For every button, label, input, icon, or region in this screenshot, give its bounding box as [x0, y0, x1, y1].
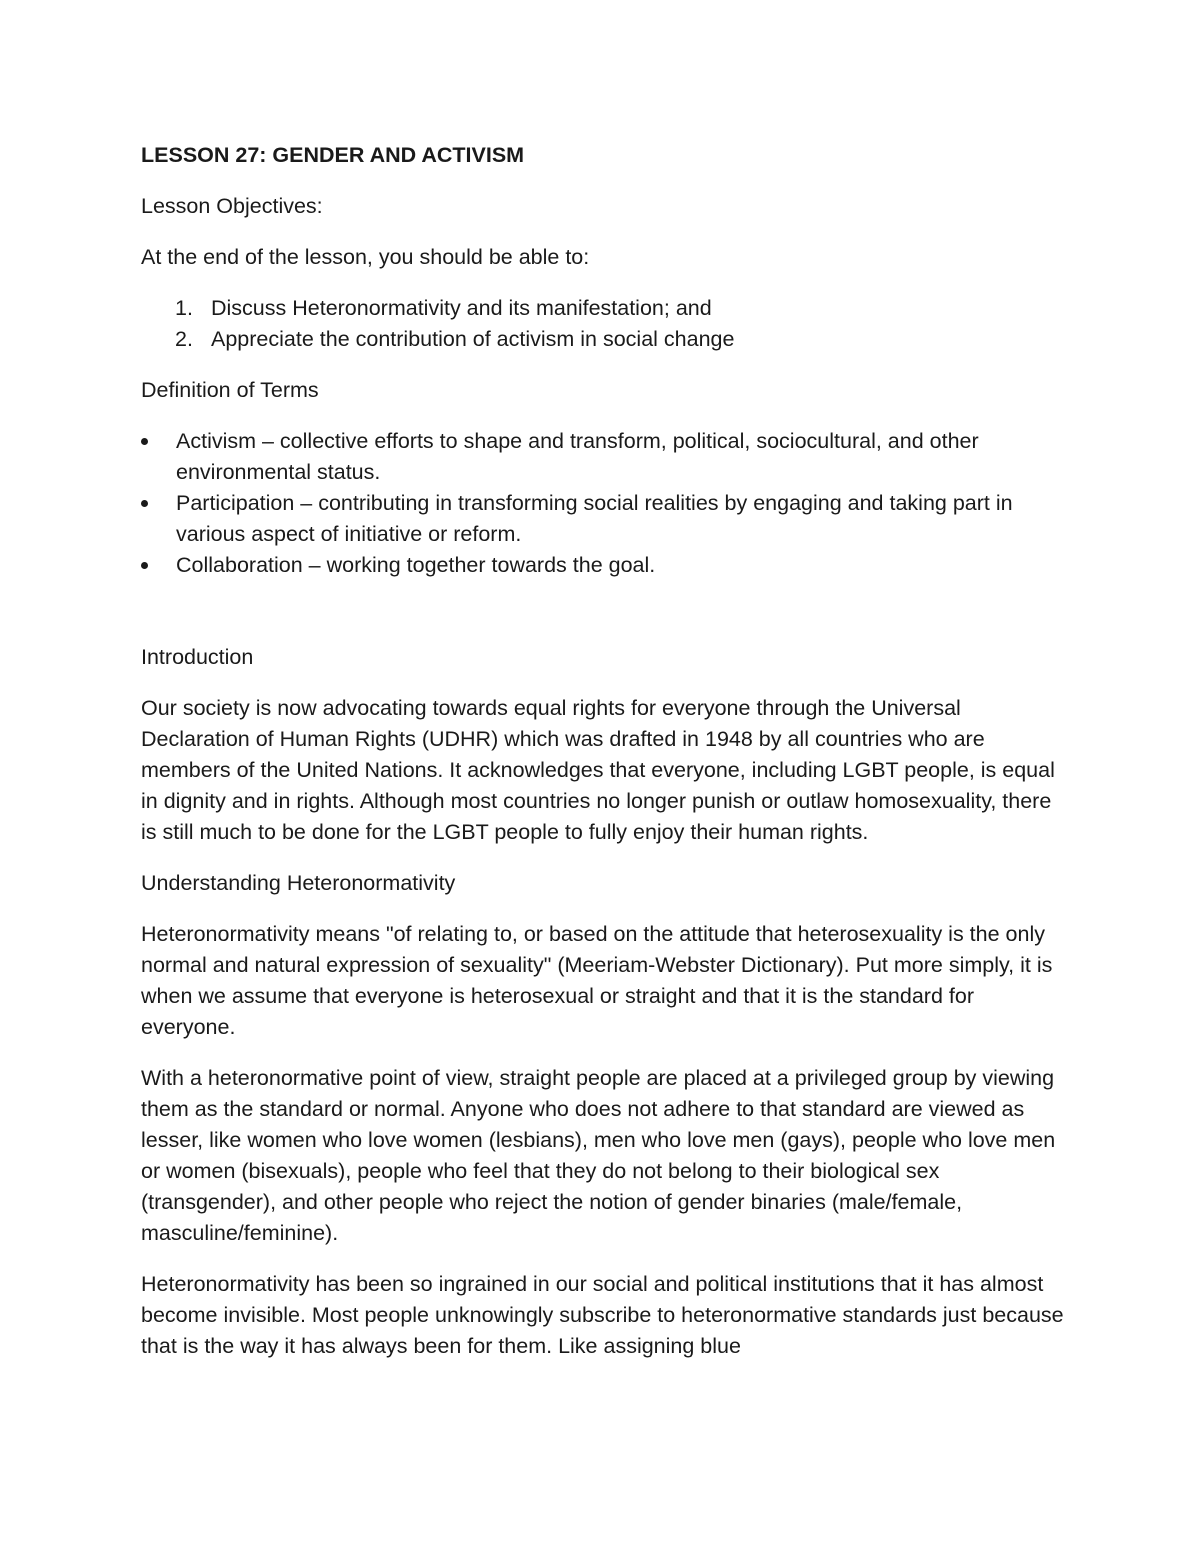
list-item-text: Participation – contributing in transforming social realities by engaging and taking part in various aspect of initiative or reform. [176, 491, 1013, 546]
understanding-paragraph-1: Heteronormativity means "of relating to, or based on the attitude that heterosexuality is the only normal and natural expression of sexuality" (Meeriam-Webster Dictionary). Put more simply, it is when we assume that everyone is heterosexual or straight and that it is the standard for everyone. [141, 922, 1053, 1039]
list-number: 1. [175, 296, 193, 320]
list-item-text: Activism – collective efforts to shape and transform, political, sociocultural, and other environmental status. [176, 429, 979, 484]
objectives-heading: Lesson Objectives: [141, 194, 323, 218]
list-item-text: Discuss Heteronormativity and its manifestation; and [211, 296, 712, 320]
list-item [141, 550, 1071, 581]
lesson-title: LESSON 27: GENDER AND ACTIVISM [141, 143, 525, 167]
definitions-list [141, 426, 1071, 581]
objectives-intro: At the end of the lesson, you should be able to: [141, 245, 590, 269]
list-item [141, 488, 1071, 550]
understanding-paragraph-3: Heteronormativity has been so ingrained in our social and political institutions that it has almost become invisible. Most people unknowingly subscribe to heteronormative standards just because that is the way it has always been for them. Like assigning blue [141, 1272, 1064, 1358]
document-page [141, 140, 1071, 1382]
introduction-paragraph: Our society is now advocating towards equal rights for everyone through the Universal Declaration of Human Rights (UDHR) which was drafted in 1948 by all countries who are members of the United Nations. It acknowledges that everyone, including LGBT people, is equal in dignity and in rights. Although most countries no longer punish or outlaw homosexuality, there is still much to be done for the LGBT people to fully enjoy their human rights. [141, 696, 1055, 844]
understanding-heading: Understanding Heteronormativity [141, 871, 456, 895]
bullet-icon [141, 500, 148, 507]
blank-line [141, 601, 1071, 642]
list-number: 2. [175, 327, 193, 351]
list-item [141, 293, 1071, 324]
list-item-text: Appreciate the contribution of activism in social change [211, 327, 735, 351]
list-item-text: Collaboration – working together towards the goal. [176, 553, 656, 577]
bullet-icon [141, 438, 148, 445]
list-item [141, 426, 1071, 488]
introduction-heading: Introduction [141, 645, 254, 669]
bullet-icon [141, 562, 148, 569]
objectives-list [141, 293, 1071, 355]
list-item [141, 324, 1071, 355]
definitions-heading: Definition of Terms [141, 378, 319, 402]
understanding-paragraph-2: With a heteronormative point of view, straight people are placed at a privileged group by viewing them as the standard or normal. Anyone who does not adhere to that standard are viewed as lesser, like women who love women (lesbians), men who love men (gays), people who love men or women (bisexuals), people who feel that they do not belong to their biological sex (transgender), and other people who reject the notion of gender binaries (male/female, masculine/feminine). [141, 1066, 1056, 1245]
